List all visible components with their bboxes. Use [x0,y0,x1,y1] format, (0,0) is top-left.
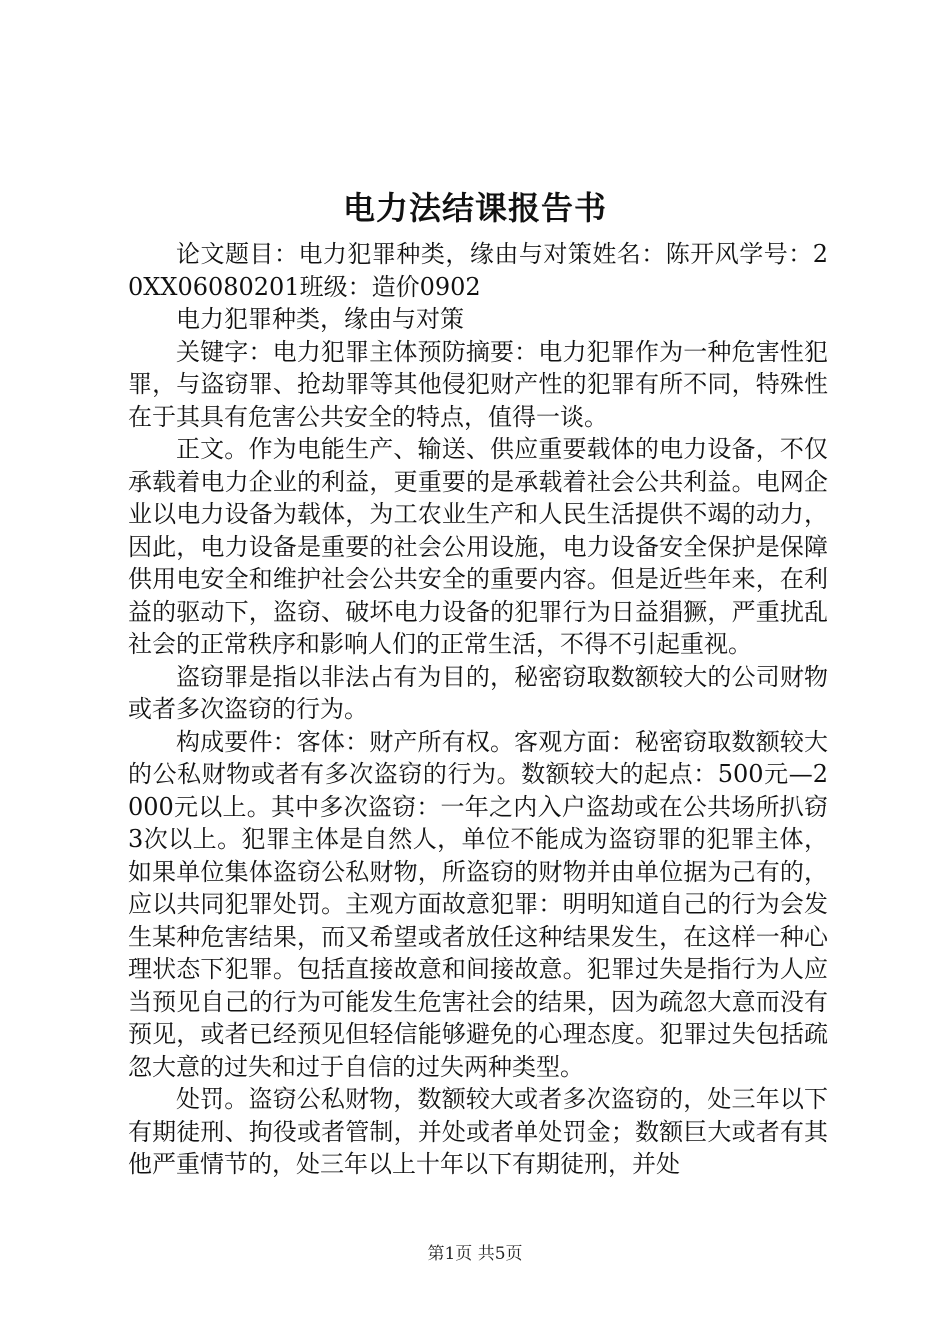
page-footer: 第1页 共5页 [427,1244,523,1264]
paragraph-theft-definition: 盗窃罪是指以非法占有为目的，秘密窃取数额较大的公司财物或者多次盗窃的行为。 [128,662,828,723]
document-body [128,238,828,1181]
paragraph-subtitle: 电力犯罪种类，缘由与对策 [176,305,464,333]
paragraph-punishment: 处罚。盗窃公私财物，数额较大或者多次盗窃的，处三年以下有期徒刑、拘役或者管制，并处或者单处罚金；数额巨大或者有其他严重情节的，处三年以上十年以下有期徒刑，并处 [128,1085,828,1178]
document-title: 电力法结课报告书 [342,189,607,227]
paragraph-keywords-abstract: 关键字：电力犯罪主体预防摘要：电力犯罪作为一种危害性犯罪，与盗窃罪、抢劫罪等其他侵犯财产性的犯罪有所不同，特殊性在于其具有危害公共安全的特点，值得一谈。 [128,337,828,431]
paragraph-constituent-elements: 构成要件：客体：财产所有权。客观方面：秘密窃取数额较大的公私财物或者有多次盗窃的行为。数额较大的起点：500元—2000元以上。其中多次盗窃：一年之内入户盗劫或在公共场所扒窃3次以上。犯罪主体是自然人，单位不能成为盗窃罪的犯罪主体，如果单位集体盗窃公私财物，所盗窃的财物并由单位据为己有的，应以共同犯罪处罚。主观方面故意犯罪：明明知道自己的行为会发生某种危害结果，而又希望或者放任这种结果发生，在这样一种心理状态下犯罪。包括直接故意和间接故意。犯罪过失是指行为人应当预见自己的行为可能发生危害社会的结果，因为疏忽大意而没有预见，或者已经预见但轻信能够避免的心理态度。犯罪过失包括疏忽大意的过失和过于自信的过失两种类型。 [128,727,828,1081]
paragraph-thesis-info: 论文题目：电力犯罪种类，缘由与对策姓名：陈开风学号：20XX06080201班级：造价0902 [128,240,828,301]
paragraph-main-text: 正文。作为电能生产、输送、供应重要载体的电力设备，不仅承载着电力企业的利益，更重要的是承载着社会公共利益。电网企业以电力设备为载体，为工农业生产和人民生活提供不竭的动力，因此，电力设备是重要的社会公用设施，电力设备安全保护是保障供用电安全和维护社会公共安全的重要内容。但是近些年来，在利益的驱动下，盗窃、破坏电力设备的犯罪行为日益猖獗，严重扰乱社会的正常秩序和影响人们的正常生活，不得不引起重视。 [128,435,828,658]
